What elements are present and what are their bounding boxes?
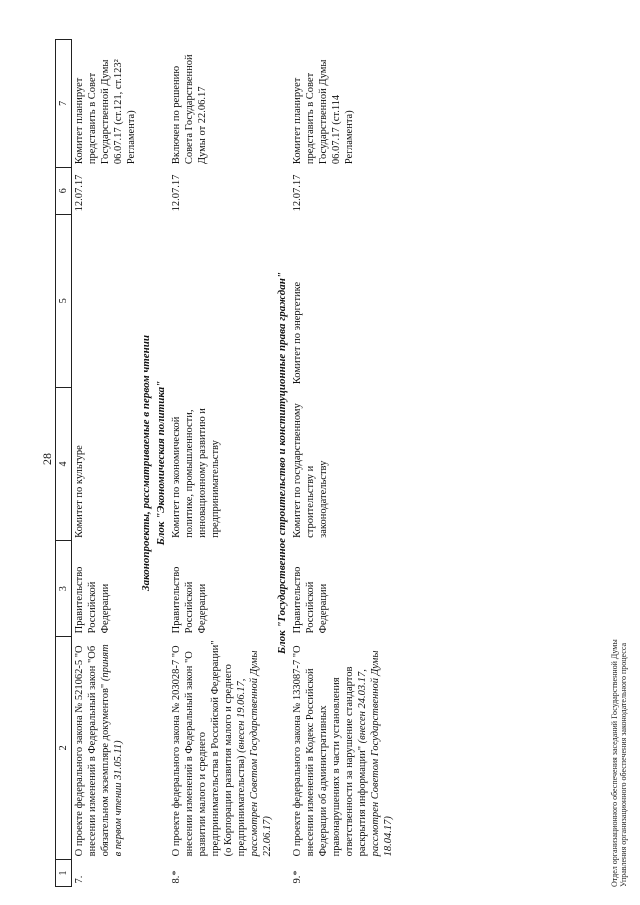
status-cell: Комитет планирует представить в Совет Государственной Думы 06.07.17 (ст.121, ст.123² Регламента): [74, 59, 137, 165]
row-number: 9.*: [292, 870, 303, 884]
footer: [610, 639, 628, 887]
footer-line: Отдел организационного обеспечения заседаний Государственной Думы: [610, 639, 619, 887]
status-cell: Комитет планирует представить в Совет Государственной Думы 06.07.17 (ст.114 Регламента): [292, 59, 355, 165]
committee-cell: Комитет по культуре: [74, 445, 85, 538]
initiator-cell: Правительство Российской Федерации: [171, 566, 208, 634]
footer-line: Управления организационного обеспечения законодательного процесса: [619, 642, 628, 887]
status-cell: Включен по решению Совета Государственной Думы от 22.06.17: [171, 54, 208, 165]
table-row: [290, 40, 396, 887]
bill-title: О проекте федерального закона № 521062-5 "О внесении изменений в Федеральный закон "Об обязательном экземпляре документов": [74, 645, 111, 857]
header-col-4: 4: [56, 387, 72, 541]
table-row: [72, 40, 140, 887]
date-cell: 12.07.17: [74, 174, 85, 212]
bill-title: О проекте федерального закона № 203028-7 "О внесении изменений в Федеральный закон "О развитии малого и среднего предпринимательства в Российской Федерации" (о Корпорации развития малого и среднего предпринимательства): [171, 640, 247, 857]
page-number: 28: [40, 453, 54, 465]
header-col-7: 7: [56, 40, 72, 168]
initiator-cell: Правительство Российской Федерации: [292, 566, 329, 634]
header-col-2: 2: [56, 636, 72, 859]
bill-cell: [169, 636, 275, 859]
bill-note: (внесен 24.03.17, рассмотрен Советом Государственной Думы 18.04.17): [357, 650, 394, 857]
header-col-3: 3: [56, 541, 72, 636]
committee-cell: Комитет по государственному строительству и законодательству: [292, 403, 329, 538]
date-cell: 12.07.17: [171, 174, 182, 212]
header-col-6: 6: [56, 167, 72, 214]
table-header-row: [56, 40, 72, 887]
date-cell: 12.07.17: [292, 174, 303, 212]
block-title-economic: Блок "Экономическая политика": [155, 380, 167, 546]
section-title: Законопроекты, рассматриваемые в первом чтении: [140, 335, 152, 591]
bill-note: (принят в первом чтении 31.05.11): [100, 644, 124, 857]
committee-cell: Комитет по экономической политике, промышленности, инновационному развитию и предпринимательству: [171, 408, 221, 538]
header-col-1: 1: [56, 859, 72, 886]
table-row: [169, 40, 275, 887]
bill-title: О проекте федерального закона № 133087-7 "О внесении изменений в Кодекс Российской Федерации об административных правонарушениях в части установления ответственности за нарушение стандартов раскрытия информации": [292, 645, 368, 857]
co-committee-cell: [72, 214, 140, 387]
co-committee-cell: Комитет по энергетике: [292, 281, 303, 385]
bill-cell: [290, 636, 396, 859]
row-number: 7.: [74, 875, 85, 884]
agenda-table: [55, 39, 396, 887]
block-title-state: Блок "Государственное строительство и конституционные права граждан": [276, 272, 288, 654]
row-number: 8.*: [171, 870, 182, 884]
bill-note: (внесен 19.06.17, рассмотрен Советом Государственной Думы 22.06.17): [236, 650, 273, 857]
bill-cell: [72, 636, 140, 859]
initiator-cell: Правительство Российской Федерации: [74, 566, 111, 634]
co-committee-cell: [169, 214, 275, 387]
header-col-5: 5: [56, 214, 72, 387]
